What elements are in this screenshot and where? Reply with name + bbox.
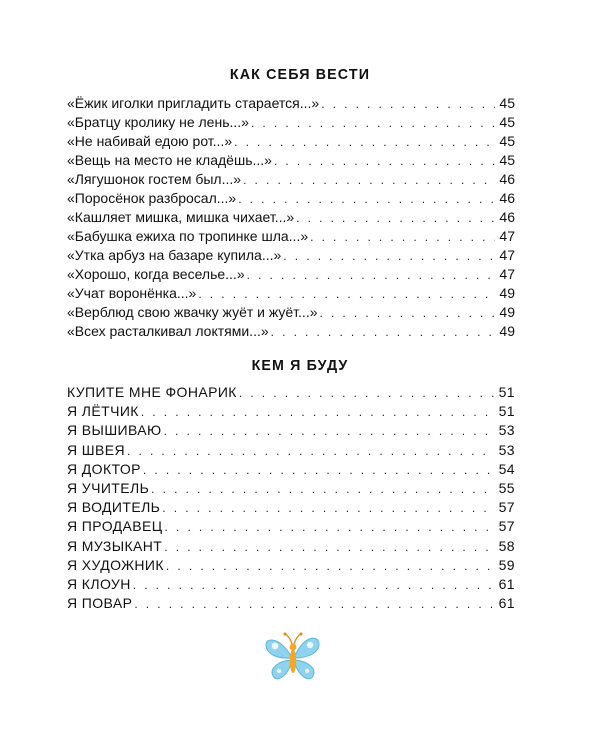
entry-page: 49: [499, 304, 515, 320]
dot-leader: [274, 152, 495, 171]
entry-page: 61: [498, 575, 515, 592]
entry-title: Я ШВЕЯ: [67, 441, 126, 458]
entry-title: «Хорошо, когда веселье...»: [67, 266, 245, 282]
dot-leader: [247, 266, 495, 285]
toc-list-who-will-i-be: [67, 383, 515, 613]
section-title-who-will-i-be: КЕМ Я БУДУ: [251, 357, 349, 374]
toc-entry[interactable]: [67, 479, 515, 498]
toc-entry[interactable]: [67, 594, 515, 613]
entry-page: 53: [498, 441, 515, 458]
entry-title: Я ПОВАР: [67, 595, 133, 612]
dot-leader: [320, 304, 496, 323]
toc-list-how-to-behave: [67, 94, 515, 341]
entry-title: «Верблюд свою жвачку жуёт и жуёт...»: [67, 304, 318, 320]
dot-leader: [134, 595, 495, 614]
dot-leader: [321, 95, 495, 114]
toc-entry[interactable]: [67, 113, 515, 132]
dot-leader: [271, 323, 495, 342]
dot-leader: [198, 285, 495, 304]
entry-title: «Лягушонок гостем был...»: [67, 171, 242, 187]
dot-leader: [162, 499, 495, 518]
entry-title: «Кашляет мишка, мишка чихает...»: [67, 209, 295, 225]
dot-leader: [127, 442, 495, 461]
entry-title: «Ёжик иголки пригладить старается...»: [67, 95, 320, 111]
entry-title: КУПИТЕ МНЕ ФОНАРИК: [67, 384, 237, 400]
toc-entry[interactable]: [67, 170, 515, 189]
dot-leader: [166, 557, 495, 576]
entry-title: Я ПРОДАВЕЦ: [67, 518, 163, 535]
toc-entry[interactable]: [67, 151, 515, 170]
entry-title: Я КЛОУН: [67, 575, 131, 592]
dot-leader: [239, 384, 495, 403]
entry-title: «Вещь на место не кладёшь...»: [67, 152, 272, 168]
entry-page: 53: [498, 422, 515, 439]
dot-leader: [243, 171, 495, 190]
dot-leader: [251, 114, 495, 133]
dot-leader: [133, 576, 495, 595]
toc-entry[interactable]: [67, 189, 515, 208]
toc-entry[interactable]: [67, 322, 515, 341]
entry-title: Я ДОКТОР: [67, 460, 141, 477]
toc-entry[interactable]: [67, 421, 515, 440]
entry-title: Я ЛЁТЧИК: [67, 403, 139, 420]
entry-page: 59: [498, 556, 515, 573]
entry-page: 51: [498, 403, 515, 420]
entry-page: 57: [498, 499, 515, 516]
entry-page: 51: [498, 384, 515, 400]
toc-entry[interactable]: [67, 246, 515, 265]
entry-title: «Поросёнок разбросал...»: [67, 190, 237, 206]
toc-entry[interactable]: [67, 383, 515, 402]
dot-leader: [151, 480, 495, 499]
toc-entry[interactable]: [67, 94, 515, 113]
entry-page: 54: [498, 460, 515, 477]
entry-title: «Учат воронёнка...»: [67, 285, 197, 301]
toc-entry[interactable]: [67, 227, 515, 246]
toc-entry[interactable]: [67, 537, 515, 556]
entry-page: 58: [498, 537, 515, 554]
dot-leader: [164, 538, 495, 557]
entry-page: 55: [498, 479, 515, 496]
toc-entry[interactable]: [67, 575, 515, 594]
entry-page: 45: [499, 95, 515, 111]
toc-entry[interactable]: [67, 517, 515, 536]
entry-page: 46: [499, 171, 515, 187]
entry-page: 61: [498, 595, 515, 612]
toc-entry[interactable]: [67, 402, 515, 421]
toc-entry[interactable]: [67, 208, 515, 227]
entry-page: 45: [499, 114, 515, 130]
entry-page: 47: [499, 247, 515, 263]
dot-leader: [296, 209, 495, 228]
toc-entry[interactable]: [67, 460, 515, 479]
dot-leader: [283, 247, 495, 266]
entry-page: 46: [499, 190, 515, 206]
toc-entry[interactable]: [67, 441, 515, 460]
dot-leader: [234, 133, 495, 152]
entry-page: 46: [499, 209, 515, 225]
entry-page: 47: [499, 266, 515, 282]
entry-title: Я ХУДОЖНИК: [67, 556, 164, 573]
dot-leader: [164, 422, 495, 441]
dot-leader: [165, 518, 495, 537]
entry-page: 49: [499, 323, 515, 339]
dot-leader: [238, 190, 495, 209]
section-title-how-to-behave: КАК СЕБЯ ВЕСТИ: [229, 66, 371, 83]
entry-page: 49: [499, 285, 515, 301]
entry-title: «Бабушка ежиха по тропинке шла...»: [67, 228, 309, 244]
dot-leader: [143, 461, 495, 480]
dot-leader: [141, 403, 495, 422]
entry-page: 57: [498, 518, 515, 535]
entry-title: Я ВОДИТЕЛЬ: [67, 499, 161, 516]
entry-title: «Не набивай едою рот...»: [67, 133, 233, 149]
entry-page: 45: [499, 133, 515, 149]
entry-title: Я МУЗЫКАНТ: [67, 537, 163, 554]
entry-title: Я УЧИТЕЛЬ: [67, 479, 150, 496]
entry-page: 47: [499, 228, 515, 244]
entry-title: Я ВЫШИВАЮ: [67, 422, 162, 439]
toc-entry[interactable]: [67, 132, 515, 151]
butterfly-icon: [263, 630, 323, 688]
toc-entry[interactable]: [67, 498, 515, 517]
toc-entry[interactable]: [67, 303, 515, 322]
entry-page: 45: [499, 152, 515, 168]
entry-title: «Утка арбуз на базаре купила...»: [67, 247, 282, 263]
toc-entry[interactable]: [67, 556, 515, 575]
toc-entry[interactable]: [67, 265, 515, 284]
dot-leader: [310, 228, 495, 247]
toc-entry[interactable]: [67, 284, 515, 303]
entry-title: «Братцу кролику не лень...»: [67, 114, 249, 130]
entry-title: «Всех расталкивал локтями...»: [67, 323, 269, 339]
